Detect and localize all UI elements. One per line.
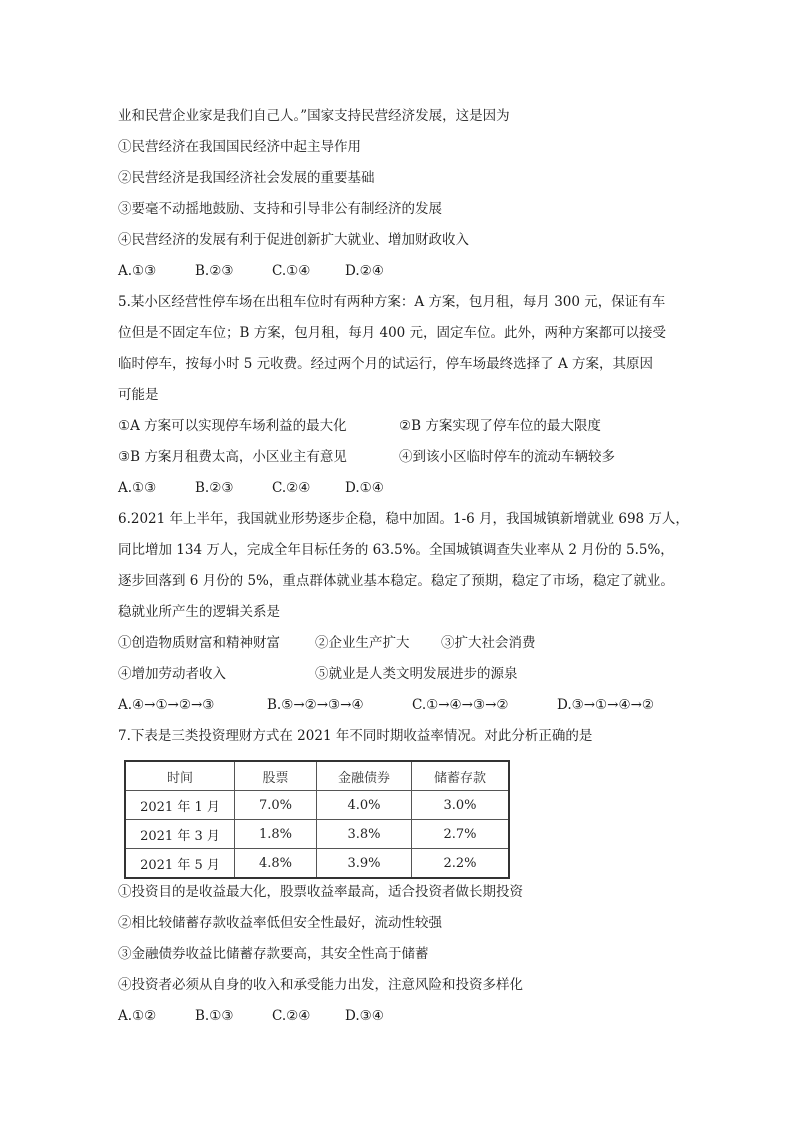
q4-answer-choices [118, 261, 384, 281]
column-header: 储蓄存款 [412, 761, 510, 791]
q5-stem-line-3: 临时停车，按每小时 5 元收费。经过两个月的试运行，停车场最终选择了 A 方案，其原因 [118, 356, 654, 372]
answer-choice: B.②③ [195, 480, 234, 496]
table-row [125, 849, 509, 879]
table-row [125, 820, 509, 849]
q7-option-1: ①投资目的是收益最大化，股票收益率最高，适合投资者做长期投资 [118, 884, 523, 900]
q6-answer-choices [118, 695, 654, 715]
q5-stem-line-4: 可能是 [118, 387, 159, 403]
table-cell: 7.0% [235, 791, 317, 820]
q6-option-1: ①创造物质财富和精神财富 [118, 635, 280, 651]
table-cell: 4.0% [317, 791, 412, 820]
q5-option-3: ③B 方案月租费太高，小区业主有意见 [118, 449, 347, 465]
answer-choice: D.③④ [345, 1008, 384, 1024]
q4-option-2: ②民营经济是我国经济社会发展的重要基础 [118, 170, 375, 186]
q7-option-4: ④投资者必须从自身的收入和承受能力出发，注意风险和投资多样化 [118, 977, 523, 993]
answer-choice: C.①→④→③→② [412, 697, 509, 713]
answer-choice: B.⑤→②→③→④ [267, 697, 364, 713]
answer-choice: A.①③ [118, 263, 157, 279]
answer-choice: A.①② [118, 1008, 157, 1024]
q4-option-3: ③要毫不动摇地鼓励、支持和引导非公有制经济的发展 [118, 201, 442, 217]
table-header-row [125, 761, 509, 791]
answer-choice: D.②④ [345, 263, 384, 279]
column-header: 金融债券 [317, 761, 412, 791]
table-cell: 4.8% [235, 849, 317, 879]
q7-option-3: ③金融债券收益比储蓄存款要高，其安全性高于储蓄 [118, 946, 429, 962]
q6-option-5: ⑤就业是人类文明发展进步的源泉 [315, 666, 518, 682]
table-row [125, 791, 509, 820]
table-cell: 3.9% [317, 849, 412, 879]
column-header: 时间 [125, 761, 235, 791]
answer-choice: B.①③ [195, 1008, 234, 1024]
q7-stem: 7.下表是三类投资理财方式在 2021 年不同时期收益率情况。对此分析正确的是 [118, 728, 593, 744]
answer-choice: A.①③ [118, 480, 157, 496]
q5-stem-line-1: 5.某小区经营性停车场在出租车位时有两种方案：A 方案，包月租，每月 300 元，保证有车 [118, 294, 666, 310]
answer-choice: C.②④ [272, 480, 311, 496]
q4-option-1: ①民营经济在我国国民经济中起主导作用 [118, 139, 361, 155]
q6-stem-line-4: 稳就业所产生的逻辑关系是 [118, 604, 280, 620]
q5-option-2: ②B 方案实现了停车位的最大限度 [399, 418, 601, 434]
q6-stem-line-2: 同比增加 134 万人，完成全年目标任务的 63.5%。全国城镇调查失业率从 2 月份的 5.5%， [118, 542, 674, 558]
column-header: 股票 [235, 761, 317, 791]
table-cell: 3.8% [317, 820, 412, 849]
investment-returns-table [124, 760, 510, 879]
q7-option-2: ②相比较储蓄存款收益率低但安全性最好，流动性较强 [118, 915, 442, 931]
q6-option-2: ②企业生产扩大 [315, 635, 410, 651]
answer-choice: C.②④ [272, 1008, 311, 1024]
answer-choice: C.①④ [272, 263, 311, 279]
table-cell: 1.8% [235, 820, 317, 849]
table-cell: 2021 年 5 月 [125, 849, 235, 879]
answer-choice: B.②③ [195, 263, 234, 279]
table-cell: 2021 年 1 月 [125, 791, 235, 820]
table-cell: 2.7% [412, 820, 510, 849]
q4-option-4: ④民营经济的发展有利于促进创新扩大就业、增加财政收入 [118, 232, 469, 248]
q6-option-3: ③扩大社会消费 [441, 635, 536, 651]
answer-choice: D.③→①→④→② [557, 697, 654, 713]
answer-choice: A.④→①→②→③ [118, 697, 215, 713]
table-cell: 3.0% [412, 791, 510, 820]
q5-stem-line-2: 位但是不固定车位；B 方案，包月租，每月 400 元，固定车位。此外，两种方案都可以接受 [118, 325, 667, 341]
q6-stem-line-1: 6.2021 年上半年，我国就业形势逐步企稳，稳中加固。1-6 月，我国城镇新增就业 698 万人， [118, 511, 689, 527]
q6-stem-line-3: 逐步回落到 6 月份的 5%，重点群体就业基本稳定。稳定了预期，稳定了市场，稳定了就业。 [118, 573, 674, 589]
table-cell: 2021 年 3 月 [125, 820, 235, 849]
q5-answer-choices [118, 478, 384, 498]
q6-option-4: ④增加劳动者收入 [118, 666, 226, 682]
q5-option-1: ①A 方案可以实现停车场利益的最大化 [118, 418, 347, 434]
q5-option-4: ④到该小区临时停车的流动车辆较多 [399, 449, 615, 465]
table-cell: 2.2% [412, 849, 510, 879]
q7-answer-choices [118, 1006, 384, 1026]
answer-choice: D.①④ [345, 480, 384, 496]
q4-stem-tail: 业和民营企业家是我们自己人。”国家支持民营经济发展，这是因为 [118, 108, 510, 124]
